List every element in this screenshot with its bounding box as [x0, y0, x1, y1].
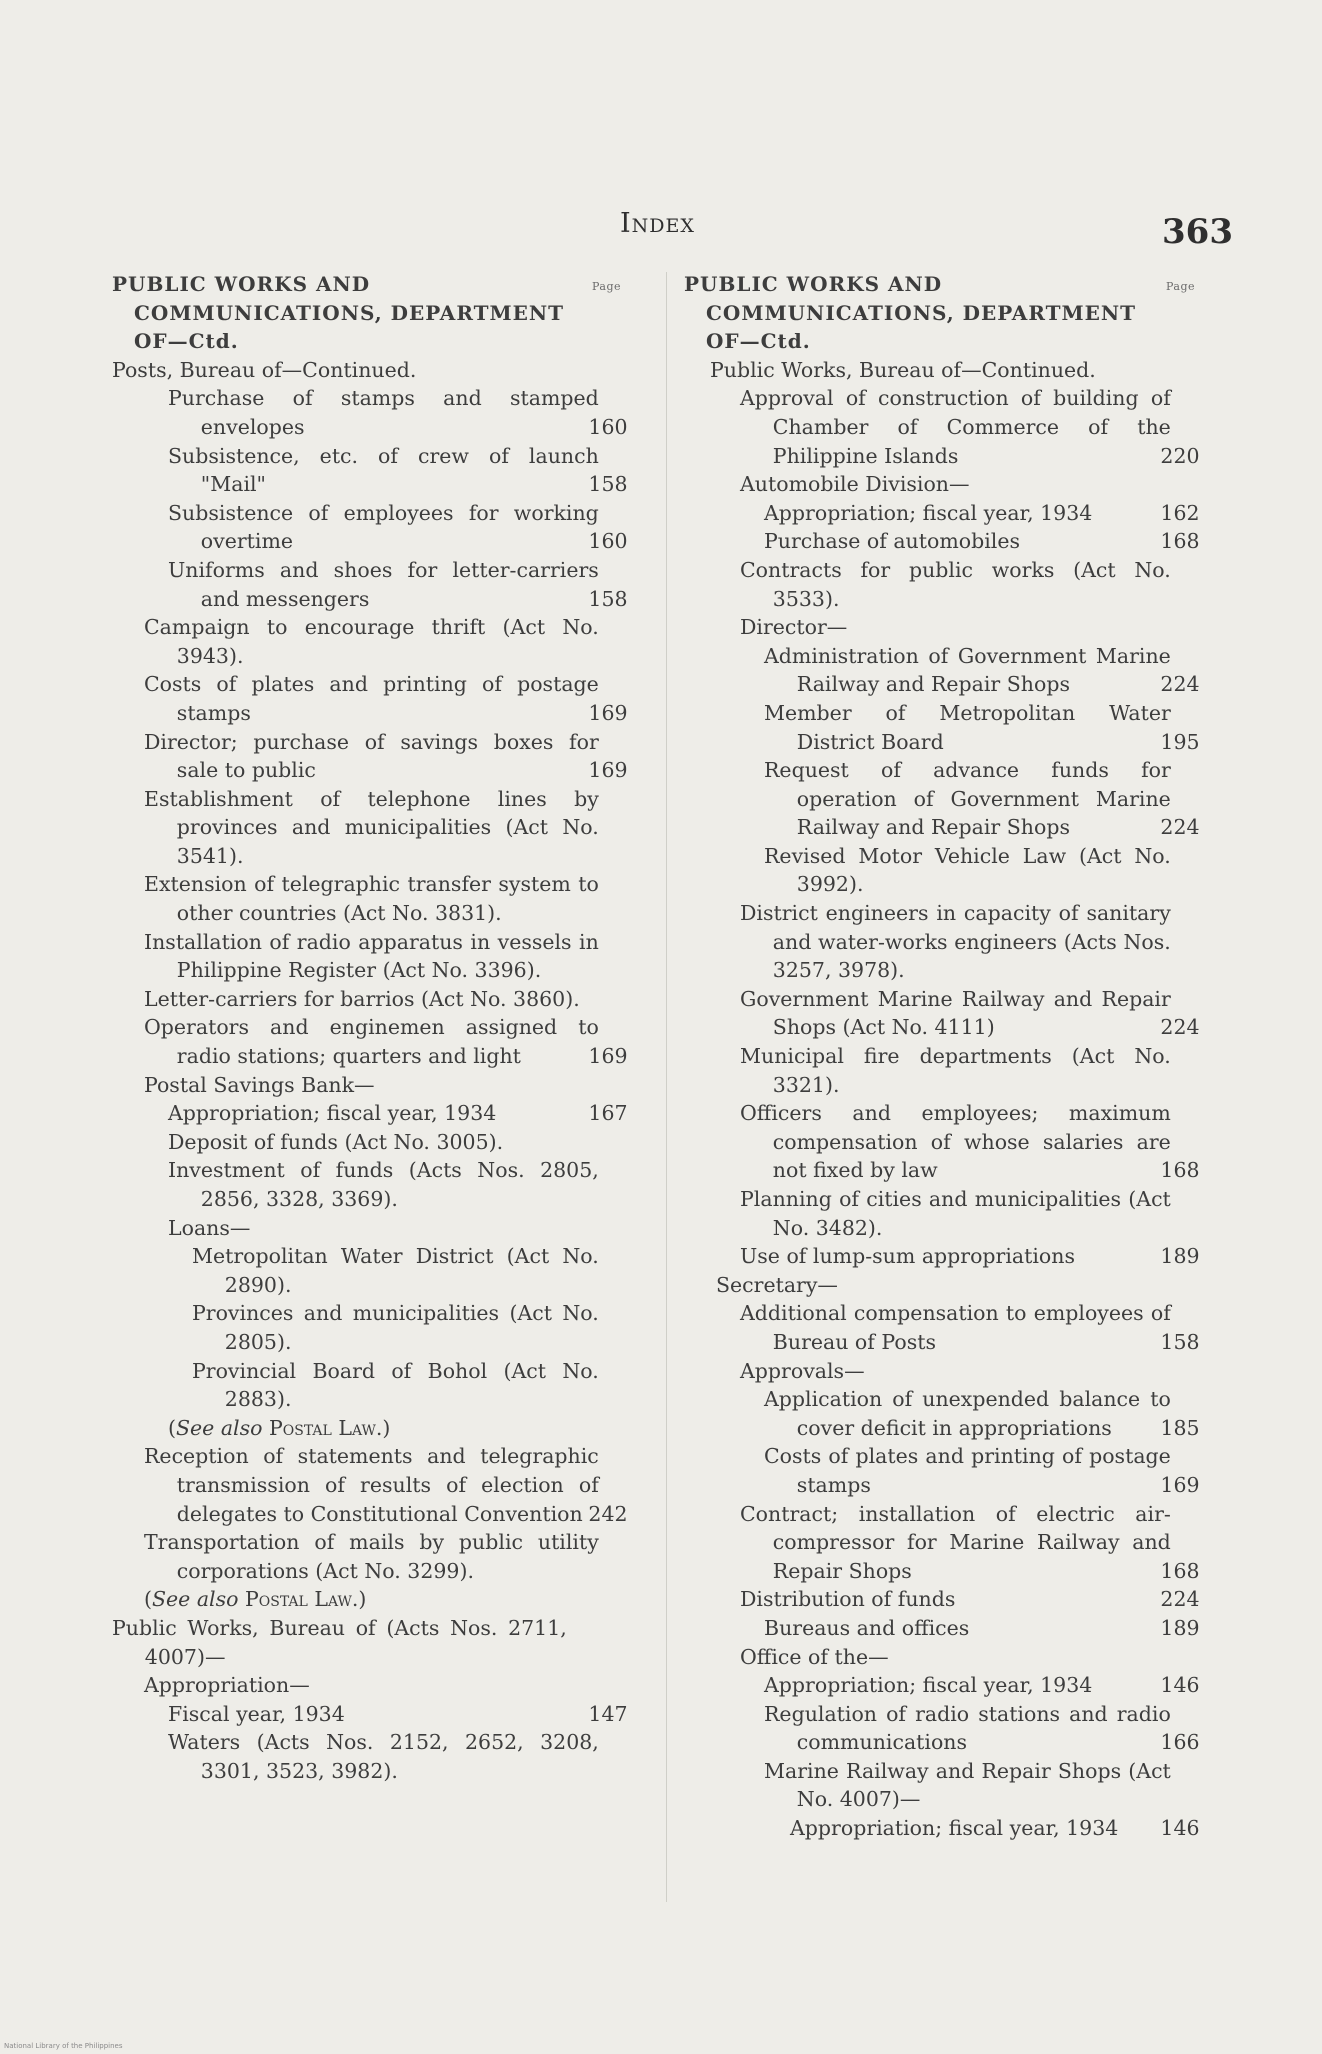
index-entry — [112, 1242, 652, 1299]
entry-text: Secretary— — [716, 1272, 838, 1297]
index-entry — [112, 384, 652, 441]
index-column-right — [684, 270, 1224, 1843]
entry-text: Costs of plates and printing of postage stamps — [764, 1444, 1171, 1497]
index-entry — [112, 1128, 652, 1157]
entry-page: 185 — [1160, 1415, 1200, 1440]
index-entry — [112, 442, 652, 499]
index-entry — [112, 1442, 652, 1528]
index-entry — [684, 1614, 1224, 1643]
see-also-tail: .) — [351, 1587, 367, 1612]
entry-text: Revised Motor Vehicle Law (Act No. 3992). — [764, 843, 1171, 897]
cross-reference-link[interactable]: Postal Law — [269, 1415, 376, 1440]
entry-text: Posts, Bureau of—Continued. — [112, 357, 417, 382]
index-entry — [684, 527, 1224, 556]
entry-text: Costs of plates and printing of postage stamps — [144, 672, 599, 725]
entry-page: 224 — [1160, 672, 1200, 697]
entry-text: Appropriation; fiscal year, 1934 — [790, 1816, 1119, 1841]
entry-text: Subsistence of employees for working overtime — [168, 500, 599, 554]
entry-text: Purchase of stamps and stamped envelopes — [168, 386, 599, 439]
index-entry — [684, 613, 1224, 642]
index-entry — [684, 384, 1224, 470]
index-entry — [684, 899, 1224, 985]
entry-text: Appropriation; fiscal year, 1934 — [168, 1101, 497, 1126]
index-entry — [112, 728, 652, 785]
entry-text: Municipal fire departments (Act No. 3321). — [740, 1044, 1171, 1097]
index-entry — [684, 642, 1224, 699]
index-entry — [112, 670, 652, 727]
index-entry — [684, 1757, 1224, 1814]
entry-page: 166 — [1160, 1730, 1200, 1755]
entry-page: 169 — [588, 1044, 628, 1069]
index-entry — [684, 1385, 1224, 1442]
index-entry — [112, 1013, 652, 1070]
index-entry — [684, 1185, 1224, 1242]
entry-page: 147 — [588, 1701, 628, 1726]
entry-page: 162 — [1160, 500, 1200, 525]
entry-page: 158 — [1160, 1329, 1200, 1354]
see-also-label: See also — [152, 1587, 239, 1612]
entry-text: Application of unexpended balance to cover deficit in appropriations — [764, 1387, 1171, 1440]
entry-text: Postal Savings Bank— — [144, 1072, 375, 1097]
index-entry — [112, 356, 652, 385]
index-entry — [684, 1271, 1224, 1300]
entry-page: 160 — [588, 414, 628, 439]
entry-text: Automobile Division— — [740, 472, 970, 497]
entry-text: Additional compensation to employees of Bureau of Posts — [740, 1301, 1171, 1354]
entry-text: Extension of telegraphic transfer system to other countries (Act No. 3831). — [144, 872, 599, 926]
index-entry — [112, 785, 652, 871]
entry-text: Director— — [740, 615, 848, 640]
entry-page: 168 — [1160, 1158, 1200, 1183]
cross-reference-link[interactable]: Postal Law — [245, 1587, 352, 1612]
see-also-note: (See also Postal Law.) — [144, 1587, 367, 1612]
entry-text: Campaign to encourage thrift (Act No. 3943). — [144, 615, 599, 668]
entry-text: Reception of statements and telegraphic transmission of results of election of delegates to Constitutional Convention — [144, 1444, 599, 1526]
index-entry — [684, 1299, 1224, 1356]
index-entry — [684, 1814, 1224, 1843]
index-entry — [112, 1299, 652, 1356]
entry-text: Appropriation; fiscal year, 1934 — [764, 1673, 1093, 1698]
entry-page: 160 — [588, 529, 628, 554]
entry-text: Installation of radio apparatus in vessels in Philippine Register (Act No. 3396). — [144, 929, 599, 983]
entry-page: 168 — [1160, 1558, 1200, 1583]
entry-text: Operators and enginemen assigned to radio stations; quarters and light — [144, 1015, 599, 1069]
entry-text: Uniforms and shoes for letter-carriers and messengers — [168, 557, 599, 611]
index-entry — [112, 1728, 652, 1785]
index-entry — [112, 556, 652, 613]
see-also-tail: .) — [375, 1415, 391, 1440]
entry-text: Deposit of funds (Act No. 3005). — [168, 1129, 504, 1154]
index-entry — [112, 499, 652, 556]
entry-page: 220 — [1160, 443, 1200, 468]
entry-page: 158 — [588, 586, 628, 611]
entry-text: Transportation of mails by public utility corporations (Act No. 3299). — [144, 1530, 599, 1583]
entry-text: Public Works, Bureau of—Continued. — [710, 357, 1096, 382]
entry-page: 224 — [1160, 1587, 1200, 1612]
page-number: 363 — [1162, 212, 1233, 252]
index-entry — [684, 356, 1224, 385]
entry-text: Metropolitan Water District (Act No. 2890). — [192, 1244, 599, 1297]
index-entry — [112, 1214, 652, 1243]
entry-text: Planning of cities and municipalities (Act No. 3482). — [740, 1187, 1171, 1240]
entry-text: Use of lump-sum appropriations — [740, 1244, 1075, 1269]
entry-text: Director; purchase of savings boxes for sale to public — [144, 729, 599, 783]
index-entry — [684, 1242, 1224, 1271]
entry-page: 189 — [1160, 1244, 1200, 1269]
entry-page: 169 — [1160, 1472, 1200, 1497]
entry-text: Office of the— — [740, 1644, 889, 1669]
entry-page: 189 — [1160, 1615, 1200, 1640]
entry-text: Marine Railway and Repair Shops (Act No. 4007)— — [764, 1758, 1171, 1812]
index-entry — [112, 928, 652, 985]
index-entry — [684, 1700, 1224, 1757]
entry-page: 167 — [588, 1101, 628, 1126]
entry-page: 158 — [588, 472, 628, 497]
section-heading: PUBLIC WORKS AND COMMUNICATIONS, DEPARTMENT OF—Ctd. — [112, 272, 565, 354]
entry-text: Waters (Acts Nos. 2152, 2652, 3208, 3301, 3523, 3982). — [168, 1730, 599, 1783]
entry-text: Establishment of telephone lines by provinces and municipalities (Act No. 3541). — [144, 786, 599, 868]
index-entry — [684, 1643, 1224, 1672]
index-entry — [112, 1614, 652, 1671]
entry-text: Officers and employees; maximum compensation of whose salaries are not fixed by law — [740, 1101, 1171, 1183]
entry-text: District engineers in capacity of sanitary and water-works engineers (Acts Nos. 3257, 3978). — [740, 901, 1171, 983]
entry-text: Approval of construction of building of Chamber of Commerce of the Philippine Islands — [740, 386, 1171, 468]
index-entry — [112, 1671, 652, 1700]
entry-page: 169 — [588, 758, 628, 783]
index-entry — [684, 756, 1224, 842]
see-also-label: See also — [176, 1415, 263, 1440]
entry-text: Provincial Board of Bohol (Act No. 2883). — [192, 1358, 599, 1412]
index-entry — [112, 613, 652, 670]
entry-page: 242 — [588, 1501, 628, 1526]
index-entry — [684, 499, 1224, 528]
entry-text: Member of Metropolitan Water District Board — [764, 700, 1171, 754]
entry-text: Administration of Government Marine Railway and Repair Shops — [764, 643, 1171, 697]
entry-text: Fiscal year, 1934 — [168, 1701, 345, 1726]
index-entry — [112, 985, 652, 1014]
index-entry — [112, 870, 652, 927]
page-column-label: Page — [592, 280, 622, 293]
entry-text: Loans— — [168, 1215, 251, 1240]
scan-footer: National Library of the Philippines — [4, 2042, 123, 2050]
index-entry — [684, 1357, 1224, 1386]
entry-text: Appropriation— — [144, 1673, 310, 1698]
page-column-label: Page — [1166, 280, 1196, 293]
index-entry — [684, 1099, 1224, 1185]
index-entry — [684, 842, 1224, 899]
index-entry — [112, 1099, 652, 1128]
entry-text: Request of advance funds for operation of Government Marine Railway and Repair Shops — [764, 758, 1171, 840]
entry-page: 168 — [1160, 529, 1200, 554]
index-entry — [684, 699, 1224, 756]
index-entry — [684, 1585, 1224, 1614]
entry-page: 224 — [1160, 1015, 1200, 1040]
entry-text: Bureaus and offices — [764, 1615, 970, 1640]
index-entry — [112, 1700, 652, 1729]
entry-text: Letter-carriers for barrios (Act No. 3860). — [144, 986, 580, 1011]
index-entry — [112, 1528, 652, 1585]
index-entry — [112, 1156, 652, 1213]
index-entry — [112, 1357, 652, 1414]
index-entry — [684, 556, 1224, 613]
entry-text: Regulation of radio stations and radio communications — [764, 1701, 1171, 1755]
entry-page: 169 — [588, 700, 628, 725]
entry-text: Distribution of funds — [740, 1587, 956, 1612]
index-column-left — [112, 270, 652, 1785]
entry-page: 146 — [1160, 1816, 1200, 1841]
entry-text: Purchase of automobiles — [764, 529, 1020, 554]
index-entry — [684, 1042, 1224, 1099]
section-heading: PUBLIC WORKS AND COMMUNICATIONS, DEPARTMENT OF—Ctd. — [684, 272, 1137, 354]
index-entry — [684, 1500, 1224, 1586]
entry-text: Approvals— — [740, 1358, 865, 1383]
running-head: Index — [620, 208, 695, 239]
entry-page: 224 — [1160, 815, 1200, 840]
entry-text: Provinces and municipalities (Act No. 2805). — [192, 1301, 599, 1354]
index-entry — [684, 985, 1224, 1042]
entry-text: Government Marine Railway and Repair Shops (Act No. 4111) — [740, 986, 1171, 1040]
entry-text: Contract; installation of electric air-compressor for Marine Railway and Repair Shops — [740, 1501, 1171, 1583]
index-entry — [112, 1071, 652, 1100]
index-entry — [684, 1442, 1224, 1499]
entry-page: 195 — [1160, 729, 1200, 754]
entry-text: Appropriation; fiscal year, 1934 — [764, 500, 1093, 525]
entry-text: Investment of funds (Acts Nos. 2805, 2856, 3328, 3369). — [168, 1158, 599, 1211]
entry-page: 146 — [1160, 1673, 1200, 1698]
entry-text: Subsistence, etc. of crew of launch "Mail" — [168, 443, 599, 497]
index-entry — [684, 1671, 1224, 1700]
see-also-note: (See also Postal Law.) — [168, 1415, 391, 1440]
column-rule — [666, 272, 667, 1902]
entry-text: Public Works, Bureau of (Acts Nos. 2711, 4007)— — [112, 1615, 567, 1669]
index-entry — [684, 470, 1224, 499]
entry-text: Contracts for public works (Act No. 3533). — [740, 557, 1171, 611]
